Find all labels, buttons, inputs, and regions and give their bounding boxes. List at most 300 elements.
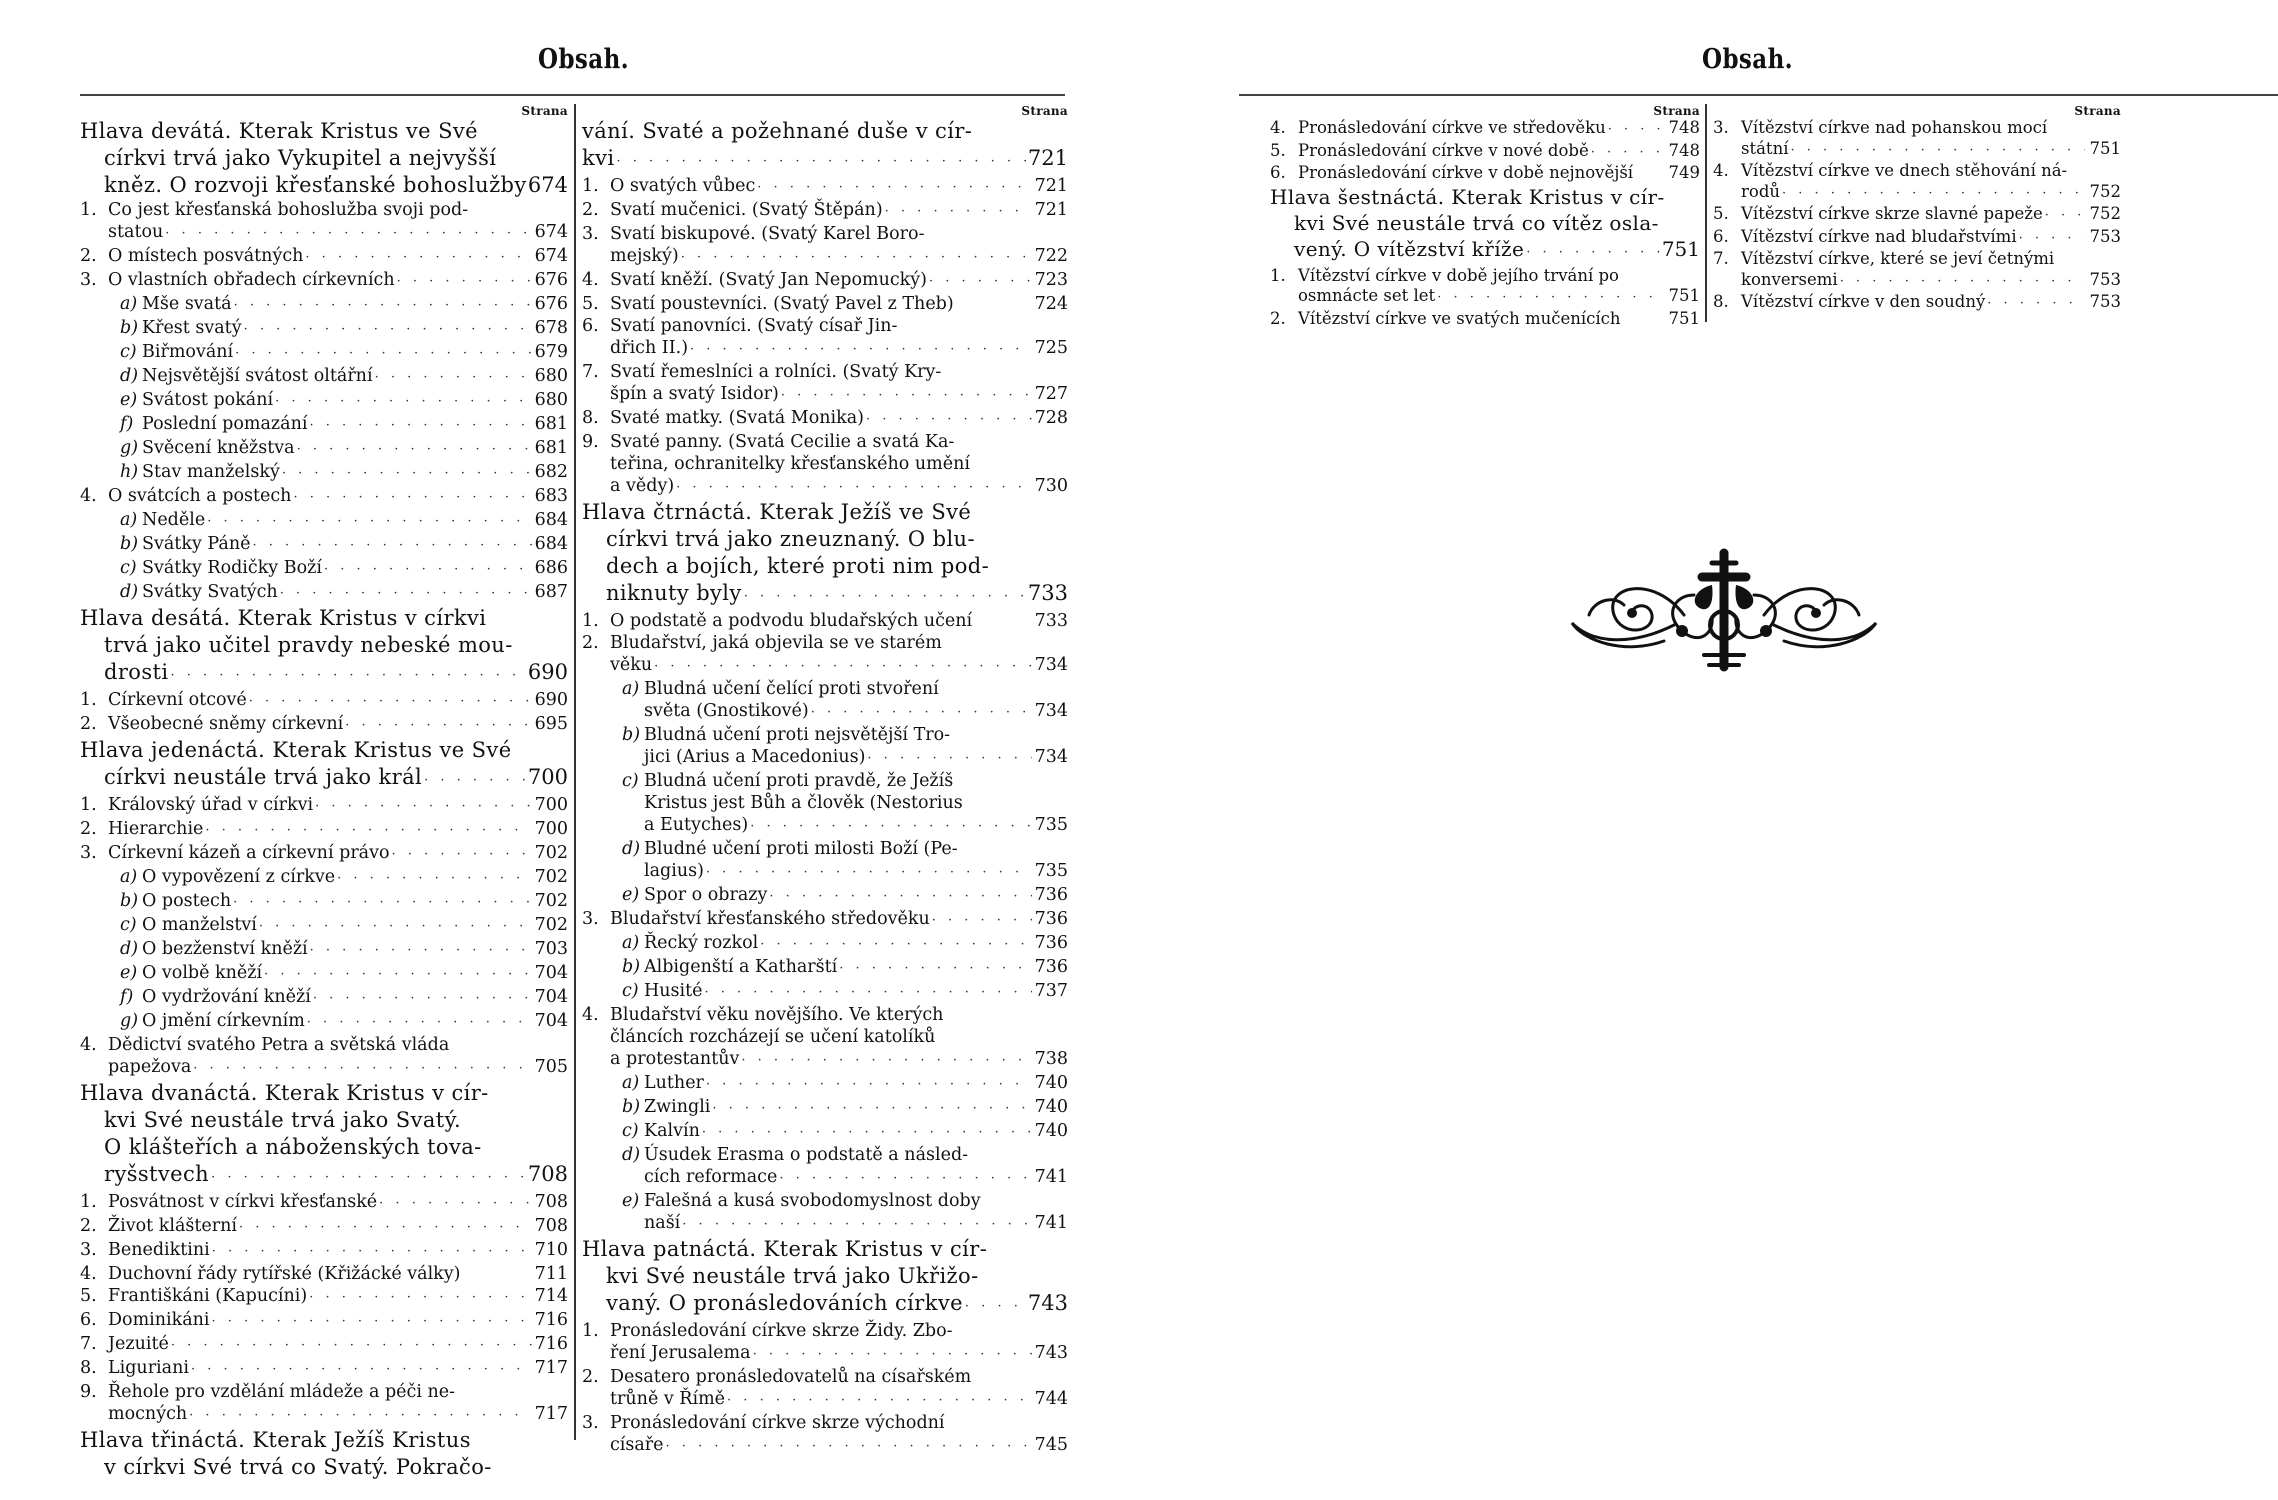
toc-entry [80,1309,568,1333]
entry-text: Nejsvětější svátost oltářní [142,366,373,386]
page-number: 674 [534,222,568,242]
page-number: 730 [1034,476,1068,496]
page-number: 717 [534,1404,568,1424]
entry-number: 4. [1713,161,1729,180]
entry-title [1270,309,1664,330]
entry-title [80,1285,307,1307]
entry-number: 4. [582,1005,599,1025]
page-number: 751 [2089,138,2121,158]
entry-text: kvi Své neustále trvá jako Ukřižo- [606,1264,979,1288]
toc-entry [1270,163,1700,184]
dot-leader [779,385,1032,407]
toc-entry [80,1285,568,1309]
dot-leader [422,767,528,794]
entry-text: věku [610,655,653,675]
chapter-heading [80,1454,568,1481]
dot-leader [313,796,532,818]
entry-text: O vlastních obřadech církevních [108,270,395,290]
entry-text: Svaté matky. (Svatá Monika) [610,408,864,428]
entry-title [80,842,390,864]
entry-number: 4. [1270,118,1286,137]
entry-title [606,580,742,607]
entry-number: 1. [582,611,599,631]
page-number: 676 [534,270,568,290]
page-number: 708 [534,1216,568,1236]
page-number: 748 [1668,140,1700,160]
toc-entry [80,1403,568,1427]
page-number: 680 [534,390,568,410]
entry-text: vání. Svaté a požehnané duše v cír- [582,119,973,143]
entry-number: d) [120,366,139,386]
dot-leader [210,1311,532,1333]
entry-text: Jezuité [108,1334,169,1354]
entry-text: Bludařství věku novějšího. Ve kterých [610,1005,944,1025]
dot-leader [280,463,532,485]
entry-title [1294,210,1700,236]
entry-number: d) [622,1145,641,1165]
entry-text: niknuty byly [606,581,742,605]
page-number: 734 [1034,701,1068,721]
entry-text: církvi neustále trvá jako král [104,765,423,789]
entry-number: 3. [582,224,599,244]
page-number: 687 [534,582,568,602]
entry-text: Úsudek Erasma o podstatě a násled- [644,1145,969,1165]
entry-title [622,884,767,906]
entry-title [80,689,247,711]
entry-title [120,581,278,603]
page-number: 721 [1027,146,1068,170]
page-number: 674 [527,173,568,197]
cross-ornament-icon [1564,545,1884,675]
dot-leader [377,1193,532,1215]
entry-text: kněz. O rozvoji křesťanské bohoslužby [104,173,527,197]
entry-title [606,1263,1068,1290]
entry-title [120,962,262,984]
toc-entry [582,1212,1068,1236]
entry-title [606,526,1068,553]
entry-title [622,1190,1068,1212]
entry-title [80,1080,568,1107]
toc-entry [582,1026,1068,1048]
toc-entry [582,724,1068,746]
toc-entry [582,431,1068,453]
entry-text: Svěcení kněžstva [142,438,295,458]
dot-leader [231,892,532,914]
dot-leader [739,1050,1032,1072]
entry-number: 1. [582,1321,599,1341]
entry-text: Stav manželský [142,462,280,482]
toc-entry [80,245,568,269]
entry-title [582,223,1068,245]
page-number: 751 [1668,286,1700,305]
toc-entry [582,814,1068,838]
entry-number: 1. [80,200,97,220]
dot-leader [303,247,532,269]
dot-leader [700,1122,1032,1144]
entry-number: c) [622,981,639,1001]
dot-leader [203,820,532,842]
dot-leader [247,691,532,713]
entry-text: Luther [644,1073,704,1093]
page-number: 743 [1027,1291,1068,1315]
dot-leader [205,511,532,533]
chapter-heading [80,605,568,632]
entry-number: f) [120,414,134,434]
chapter-heading [80,1161,568,1191]
page-number: 745 [1034,1435,1068,1455]
entry-title [120,1010,305,1032]
page-number: 716 [534,1334,568,1354]
entry-text: Spor o obrazy [644,885,768,905]
entry-title [582,1366,1068,1388]
entry-title [80,485,291,507]
entry-title [610,654,652,676]
page-number: 736 [1034,957,1068,977]
page-number: 736 [1034,909,1068,929]
entry-number: 7. [582,362,599,382]
entry-title [1298,286,1435,307]
page-number: 748 [1668,118,1700,137]
entry-number: 3. [80,1240,97,1260]
toc-entry [582,1166,1068,1190]
entry-title [120,317,242,339]
page-number: 681 [534,438,568,458]
entry-title [582,1004,1068,1026]
dot-leader [335,868,532,890]
page-number: 735 [1034,815,1068,835]
entry-text: Biřmování [142,342,234,362]
toc-entry [80,389,568,413]
entry-number: b) [120,534,139,554]
entry-title [80,1381,568,1403]
page-number: 710 [534,1240,568,1260]
entry-text: Co jest křesťanská bohoslužba svoji pod- [108,200,469,220]
entry-title [80,118,568,145]
toc-entry [582,1388,1068,1412]
entry-text: Kristus jest Bůh a člověk (Nestorius [644,793,963,813]
entry-title [104,1134,568,1161]
toc-entry [80,842,568,866]
entry-title [622,980,703,1002]
chapter-heading [80,145,568,172]
entry-title [80,1309,210,1331]
dot-leader [273,391,532,413]
entry-text: mejský) [610,246,679,266]
entry-number: a) [622,1073,640,1093]
entry-text: drosti [104,660,169,684]
entry-text: Svatí biskupové. (Svatý Karel Boro- [610,224,925,244]
toc-entry [582,1434,1068,1458]
entry-number: e) [120,963,138,983]
entry-title [582,499,1068,526]
toc-entry [1713,292,2121,315]
entry-number: 2. [1270,308,1286,328]
chapter-heading [80,659,568,689]
entry-title [108,1056,191,1078]
entry-title [80,818,203,840]
entry-text: Liguriani [108,1358,189,1378]
page-number: 752 [2089,204,2121,223]
entry-text: Hlava šestnáctá. Kterak Kristus v cír- [1270,184,1665,209]
entry-title [610,1388,725,1410]
entry-text: Svátost pokání [142,390,274,410]
entry-title [80,1427,568,1454]
entry-title [644,814,748,836]
entry-title [1713,292,1985,313]
toc-entry [582,1342,1068,1366]
page-number: 684 [534,534,568,554]
dot-leader [674,477,1032,499]
dot-leader [1606,120,1664,141]
toc-entry [582,746,1068,770]
entry-text: O vydržování kněží [142,987,311,1007]
entry-title [610,1048,739,1070]
entry-title [582,293,1032,315]
entry-title [80,1333,169,1355]
entry-title [120,890,231,912]
chapter-heading [80,1080,568,1107]
toc-entry [582,315,1068,337]
toc-entry [582,1144,1068,1166]
entry-text: Neděle [142,510,206,530]
column-divider [1705,104,1707,322]
page-number: 704 [534,1011,568,1031]
toc-entry [80,581,568,605]
page-number: 722 [1034,246,1068,266]
dot-leader [703,982,1033,1004]
entry-title [1270,141,1589,162]
toc-entry [80,1215,568,1239]
entry-text: kvi [582,146,615,170]
page-number: 753 [2089,269,2121,289]
page-number: 702 [534,867,568,887]
entry-title [582,610,1032,632]
toc-entry [1713,118,2121,139]
dot-leader [725,1390,1032,1412]
toc-entry [582,1366,1068,1388]
toc-entry [582,1320,1068,1342]
entry-number: 5. [80,1286,97,1306]
toc-entry [582,932,1068,956]
toc-entry [80,341,568,365]
toc-entry [80,962,568,986]
page-number: 736 [1034,933,1068,953]
chapter-heading [582,145,1068,175]
entry-title [610,1342,751,1364]
entry-title [644,746,865,768]
entry-text: dech a bojích, které proti nim pod- [606,554,990,578]
entry-text: Pronásledování církve skrze východní [610,1413,945,1433]
entry-title [104,1161,209,1188]
entry-title [1713,118,2121,139]
toc-entry [582,610,1068,632]
entry-title [582,199,883,221]
dot-leader [1589,143,1664,164]
dot-leader [237,1217,532,1239]
toc-entry [80,413,568,437]
toc-entry [80,485,568,509]
dot-leader [168,662,527,689]
dot-leader [308,940,532,962]
entry-title [120,509,205,531]
toc-entry [582,908,1068,932]
entry-text: Svátky Svatých [142,582,278,602]
chapter-heading [582,118,1068,145]
page-number: 753 [2089,292,2121,311]
entry-number: 4. [582,270,599,290]
toc-entry [1713,204,2121,227]
page-number: 702 [534,843,568,863]
dot-leader [395,271,532,293]
dot-leader [189,1359,532,1381]
entry-title [610,475,674,497]
dot-leader [232,295,532,317]
page-number: 690 [527,660,568,684]
dot-leader [305,1012,532,1034]
entry-text: a Eutyches) [644,815,749,835]
page-number: 702 [534,915,568,935]
entry-title [610,383,779,405]
entry-text: mocných [108,1404,188,1424]
entry-number: 2. [582,633,599,653]
page-number: 727 [1034,384,1068,404]
toc-entry [582,654,1068,678]
toc-entry [582,383,1068,407]
dot-leader [1435,288,1664,309]
chapter-heading [80,1134,568,1161]
toc-entry [1713,270,2121,293]
dot-leader [865,748,1032,770]
entry-number: c) [622,771,639,791]
entry-text: konversemi [1741,269,1838,289]
entry-title [622,770,1068,792]
entry-text: Vítězství církve ve dnech stěhování ná- [1741,161,2068,180]
entry-number: 2. [80,246,97,266]
toc-entry [80,365,568,389]
toc-entry [80,317,568,341]
entry-text: teřina, ochranitelky křesťanského umění [610,454,970,474]
toc-entry [80,1191,568,1215]
dot-leader [758,934,1032,956]
entry-text: Svatí kněží. (Svatý Jan Nepomucký) [610,270,927,290]
entry-text: Mše svatá [142,294,232,314]
entry-title [80,1215,237,1237]
column-divider [574,104,576,1440]
toc-entry [80,1381,568,1403]
entry-text: Hlava patnáctá. Kterak Kristus v cír- [582,1237,988,1261]
toc-entry [582,792,1068,814]
entry-number: 4. [80,486,97,506]
entry-title [582,1320,1068,1342]
dot-leader [1788,141,2085,162]
chapter-heading [582,553,1068,580]
dot-leader [930,910,1032,932]
page-number: 723 [1034,270,1068,290]
entry-text: O jmění církevním [142,1011,305,1031]
page-number: 740 [1034,1097,1068,1117]
toc-entry [80,1056,568,1080]
dot-leader [751,1344,1032,1366]
entry-title [582,431,1068,453]
entry-text: cích reformace [644,1167,778,1187]
toc-entry [582,175,1068,199]
entry-text: Hlava čtrnáctá. Kterak Ježíš ve Své [582,500,972,524]
entry-number: a) [120,510,138,530]
entry-title [622,838,1068,860]
entry-text: církvi trvá jako zneuznaný. O blu- [606,527,975,551]
entry-number: d) [120,582,139,602]
toc-entry [80,986,568,1010]
entry-title [1713,249,2121,270]
toc-entry [582,1120,1068,1144]
entry-title [120,413,307,435]
dot-leader [278,583,532,605]
entry-title [582,361,1068,383]
entry-number: a) [622,933,640,953]
entry-title [80,1263,532,1285]
entry-number: 3. [582,909,599,929]
page-number: 744 [1034,1389,1068,1409]
dot-leader [704,862,1032,884]
page-number: 680 [534,366,568,386]
entry-text: státní [1741,138,1789,158]
entry-title [622,678,1068,700]
page-number: 704 [534,963,568,983]
toc-entry [80,689,568,713]
entry-title [622,1120,700,1142]
entry-number: 2. [80,819,97,839]
entry-title [622,932,758,954]
entry-text: Bludná učení čelící proti stvoření [644,679,939,699]
toc-entry [80,818,568,842]
entry-text: Hlava devátá. Kterak Kristus ve Své [80,119,478,143]
page-number: 733 [1034,611,1068,631]
page-number: 682 [534,462,568,482]
entry-title [1270,266,1700,287]
entry-text: světa (Gnostikové) [644,701,809,721]
entry-number: 2. [80,714,97,734]
entry-text: statou [108,222,164,242]
entry-title [622,1072,704,1094]
entry-number: a) [120,867,138,887]
entry-title [120,293,232,315]
toc-entry [80,890,568,914]
entry-text: a vědy) [610,476,675,496]
entry-text: Církevní otcové [108,690,247,710]
page-number: 751 [1661,236,1700,261]
entry-text: Poslední pomazání [142,414,308,434]
entry-title [120,533,250,555]
dot-leader [169,1335,532,1357]
entry-title [80,199,568,221]
page-number: 737 [1034,981,1068,1001]
entry-text: Hierarchie [108,819,204,839]
dot-leader [390,844,532,866]
entry-title [582,908,930,930]
dot-leader [927,271,1032,293]
entry-title [610,1026,1068,1048]
entry-title [120,557,322,579]
toc-entry [80,794,568,818]
toc-entry [1270,286,1700,309]
entry-text: v církvi Své trvá co Svatý. Pokračo- [104,1455,492,1479]
dot-leader [652,656,1032,678]
chapter-heading [80,1107,568,1134]
dot-leader [373,367,532,389]
chapter-heading [582,1236,1068,1263]
entry-text: trůně v Římě [610,1389,726,1409]
entry-number: 4. [80,1035,97,1055]
